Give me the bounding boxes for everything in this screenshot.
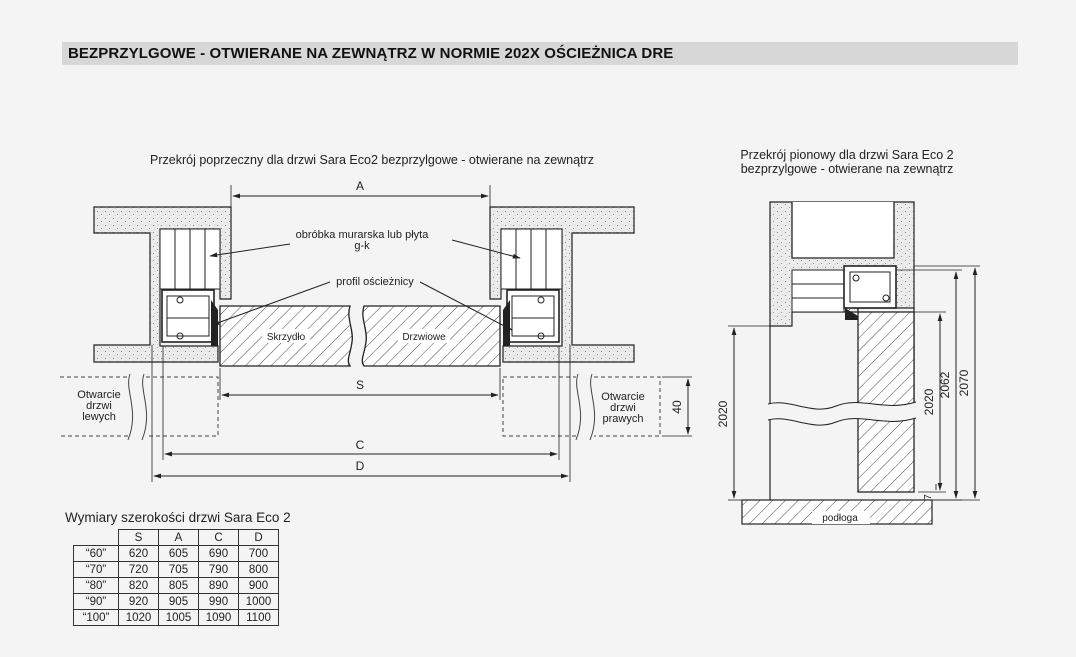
dim-40-label: 40 [670,400,684,414]
dim-2062-label: 2062 [938,371,952,399]
leaf-label-right: Drzwiowe [402,332,446,343]
table-cell: 1020 [119,610,159,626]
table-cell: 705 [159,562,199,578]
right-wall-section [490,207,634,362]
table-cell: 1090 [199,610,239,626]
table-row [74,546,279,562]
table-cell: 890 [199,578,239,594]
table-header-cell: A [159,530,199,546]
dim-7-label: 7 [923,494,934,500]
page-title: BEZPRZYLGOWE - OTWIERANE NA ZEWNĄTRZ W NORMIE 202X OŚCIEŻNICA DRE [68,45,674,62]
table-row [74,562,279,578]
vertical-title-line2: bezprzylgowe - otwierane na zewnątrz [740,162,954,176]
vertical-lintel [770,202,914,326]
width-table [73,529,279,626]
table-cell: 690 [199,546,239,562]
dim-2020-left-label: 2020 [716,400,730,428]
table-row [74,578,279,594]
leaf-label-left: Skrzydło [266,332,306,343]
table-cell: “100” [74,610,119,626]
dim-s-label: S [355,378,365,392]
table-cell: 805 [159,578,199,594]
vertical-title-line1: Przekrój pionowy dla drzwi Sara Eco 2 [740,148,954,162]
table-cell: “60” [74,546,119,562]
table-cell: 790 [199,562,239,578]
dimension-2020-left [728,326,770,500]
table-row [74,594,279,610]
right-opening-label-1: Otwarcie [601,391,645,403]
table-cell: 700 [239,546,279,562]
table-cell: 620 [119,546,159,562]
cross-section-title: Przekrój poprzeczny dla drzwi Sara Eco2 bezprzylgowe - otwierane na zewnątrz [150,153,594,167]
table-cell: “70” [74,562,119,578]
left-opening-label-3: lewych [82,411,116,423]
label-plaster-line2: g-k [354,240,370,252]
width-table-title: Wymiary szerokości drzwi Sara Eco 2 [65,510,291,525]
label-plaster-line1: obróbka murarska lub płyta [295,229,429,241]
table-cell: 920 [119,594,159,610]
table-cell: 1000 [239,594,279,610]
dim-a-label: A [355,179,365,193]
label-profile: profil ościeżnicy [336,276,414,288]
table-header-cell: C [199,530,239,546]
table-header-cell: D [239,530,279,546]
table-header-cell: S [119,530,159,546]
table-header-cell [74,530,119,546]
floor-label: podłoga [822,513,858,524]
table-cell: 990 [199,594,239,610]
table-cell: 800 [239,562,279,578]
dim-c-label: C [355,438,365,452]
left-opening-box [60,374,218,440]
right-opening-label-2: drzwi [610,402,636,414]
table-cell: 605 [159,546,199,562]
left-wall-section [94,207,231,362]
table-cell: 720 [119,562,159,578]
left-opening-label-2: drzwi [86,400,112,412]
door-leaf [220,306,500,366]
right-opening-box [503,374,660,440]
table-cell: “90” [74,594,119,610]
table-cell: 820 [119,578,159,594]
table-cell: 1100 [239,610,279,626]
table-cell: 900 [239,578,279,594]
vertical-wall-and-door [768,308,916,500]
left-opening-label-1: Otwarcie [77,389,121,401]
table-cell: “80” [74,578,119,594]
dim-d-label: D [355,459,365,473]
dim-2020-right-label: 2020 [922,388,936,416]
table-row [74,610,279,626]
table-header-row [74,530,279,546]
width-table-section [65,510,291,626]
dim-2070-label: 2070 [957,369,971,397]
table-cell: 905 [159,594,199,610]
right-opening-label-3: prawych [602,413,644,425]
table-cell: 1005 [159,610,199,626]
